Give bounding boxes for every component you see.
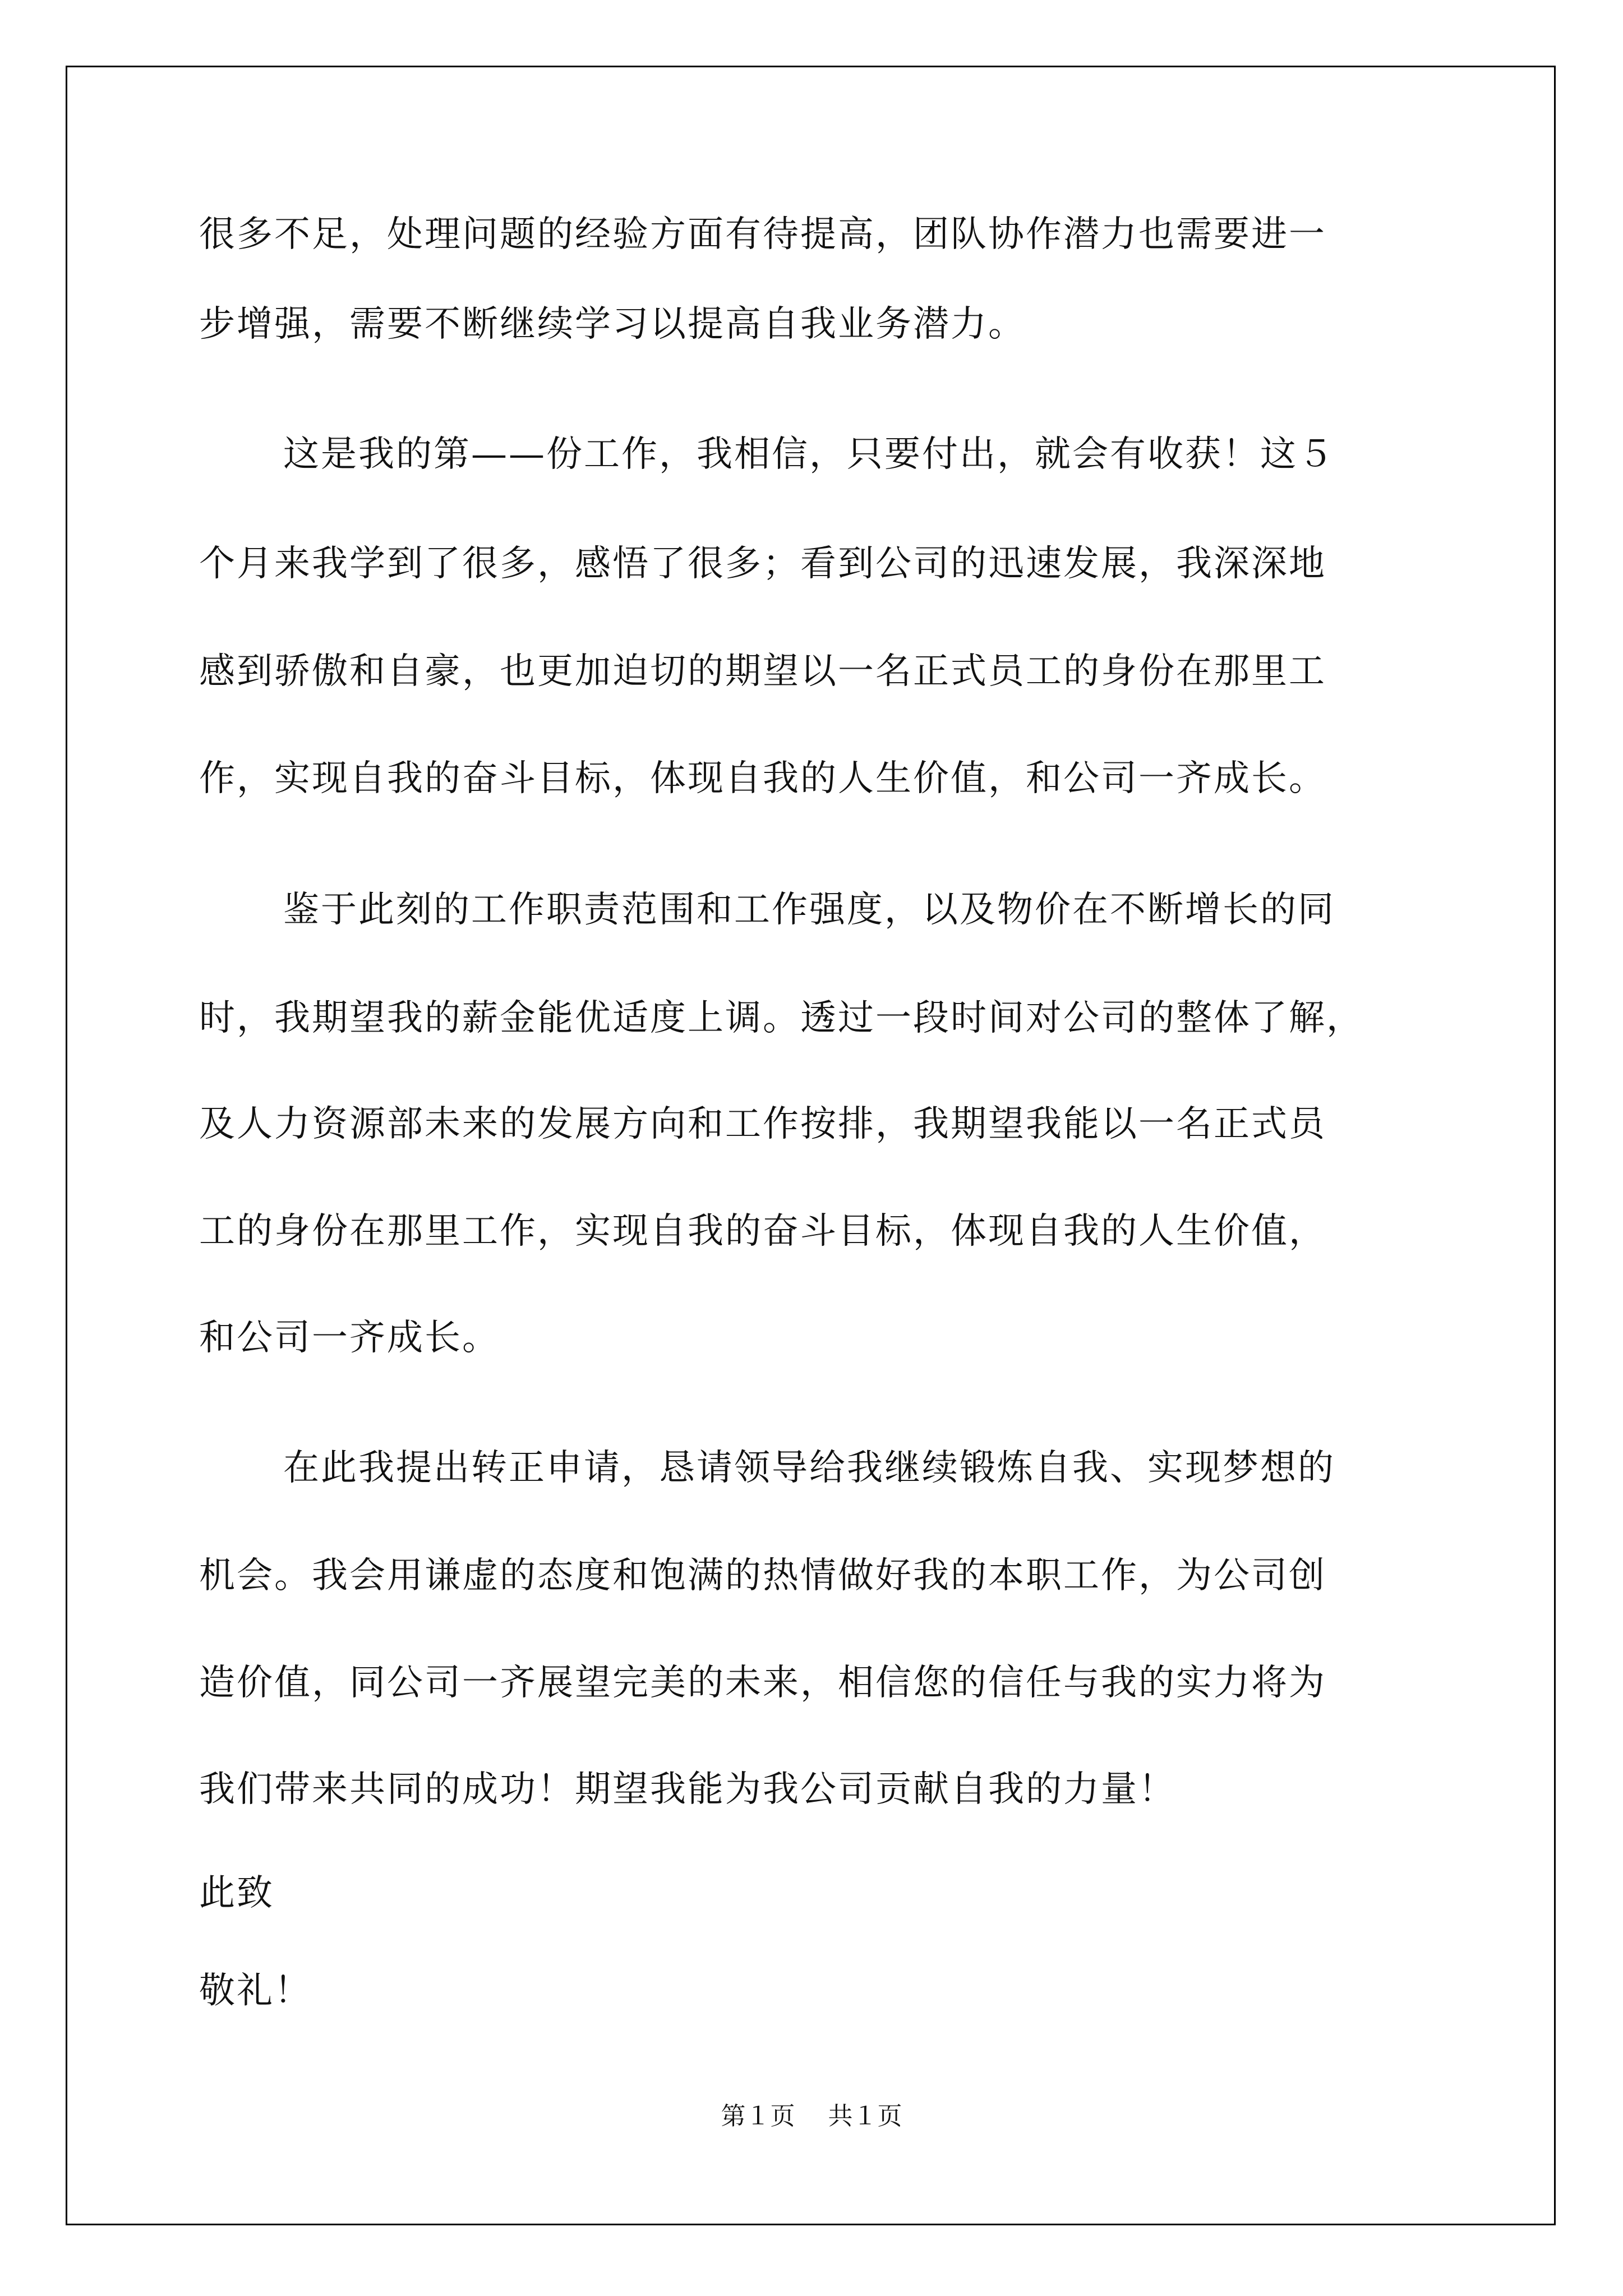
paragraph-start-line: 在此我提出转正申请，恳请领导给我继续锻炼自我、实现梦想的 <box>283 1447 1335 1489</box>
body-line: 时，我期望我的薪金能优适度上调。透过一段时间对公司的整体了解， <box>199 997 1364 1039</box>
body-line: 我们带来共同的成功！期望我能为我公司贡献自我的力量！ <box>199 1769 1176 1810</box>
paragraph-start-line: 这是我的第——份工作，我相信，只要付出，就会有收获！这５ <box>283 434 1335 475</box>
body-line: 感到骄傲和自豪，也更加迫切的期望以一名正式员工的身份在那里工 <box>199 651 1326 692</box>
body-line: 步增强，需要不断继续学习以提高自我业务潜力。 <box>199 303 1026 345</box>
body-line: 个月来我学到了很多，感悟了很多；看到公司的迅速发展，我深深地 <box>199 543 1326 585</box>
body-line: 造价值，同公司一齐展望完美的未来，相信您的信任与我的实力将为 <box>199 1662 1326 1704</box>
closing-regards: 敬礼！ <box>199 1970 312 2012</box>
body-line: 机会。我会用谦虚的态度和饱满的热情做好我的本职工作，为公司创 <box>199 1555 1326 1596</box>
body-line: 作，实现自我的奋斗目标，体现自我的人生价值，和公司一齐成长。 <box>199 758 1326 799</box>
closing-salutation: 此致 <box>199 1872 274 1914</box>
body-line: 及人力资源部未来的发展方向和工作按排，我期望我能以一名正式员 <box>199 1103 1326 1145</box>
page-number: 第１页 <box>721 2102 795 2130</box>
body-line: 和公司一齐成长。 <box>199 1317 500 1359</box>
paragraph-start-line: 鉴于此刻的工作职责范围和工作强度，以及物价在不断增长的同 <box>283 889 1335 931</box>
body-line: 工的身份在那里工作，实现自我的奋斗目标，体现自我的人生价值， <box>199 1211 1326 1252</box>
body-line: 很多不足，处理问题的经验方面有待提高，团队协作潜力也需要进一 <box>199 214 1326 255</box>
page-total: 共１页 <box>828 2102 902 2130</box>
page-footer <box>0 2101 1623 2132</box>
